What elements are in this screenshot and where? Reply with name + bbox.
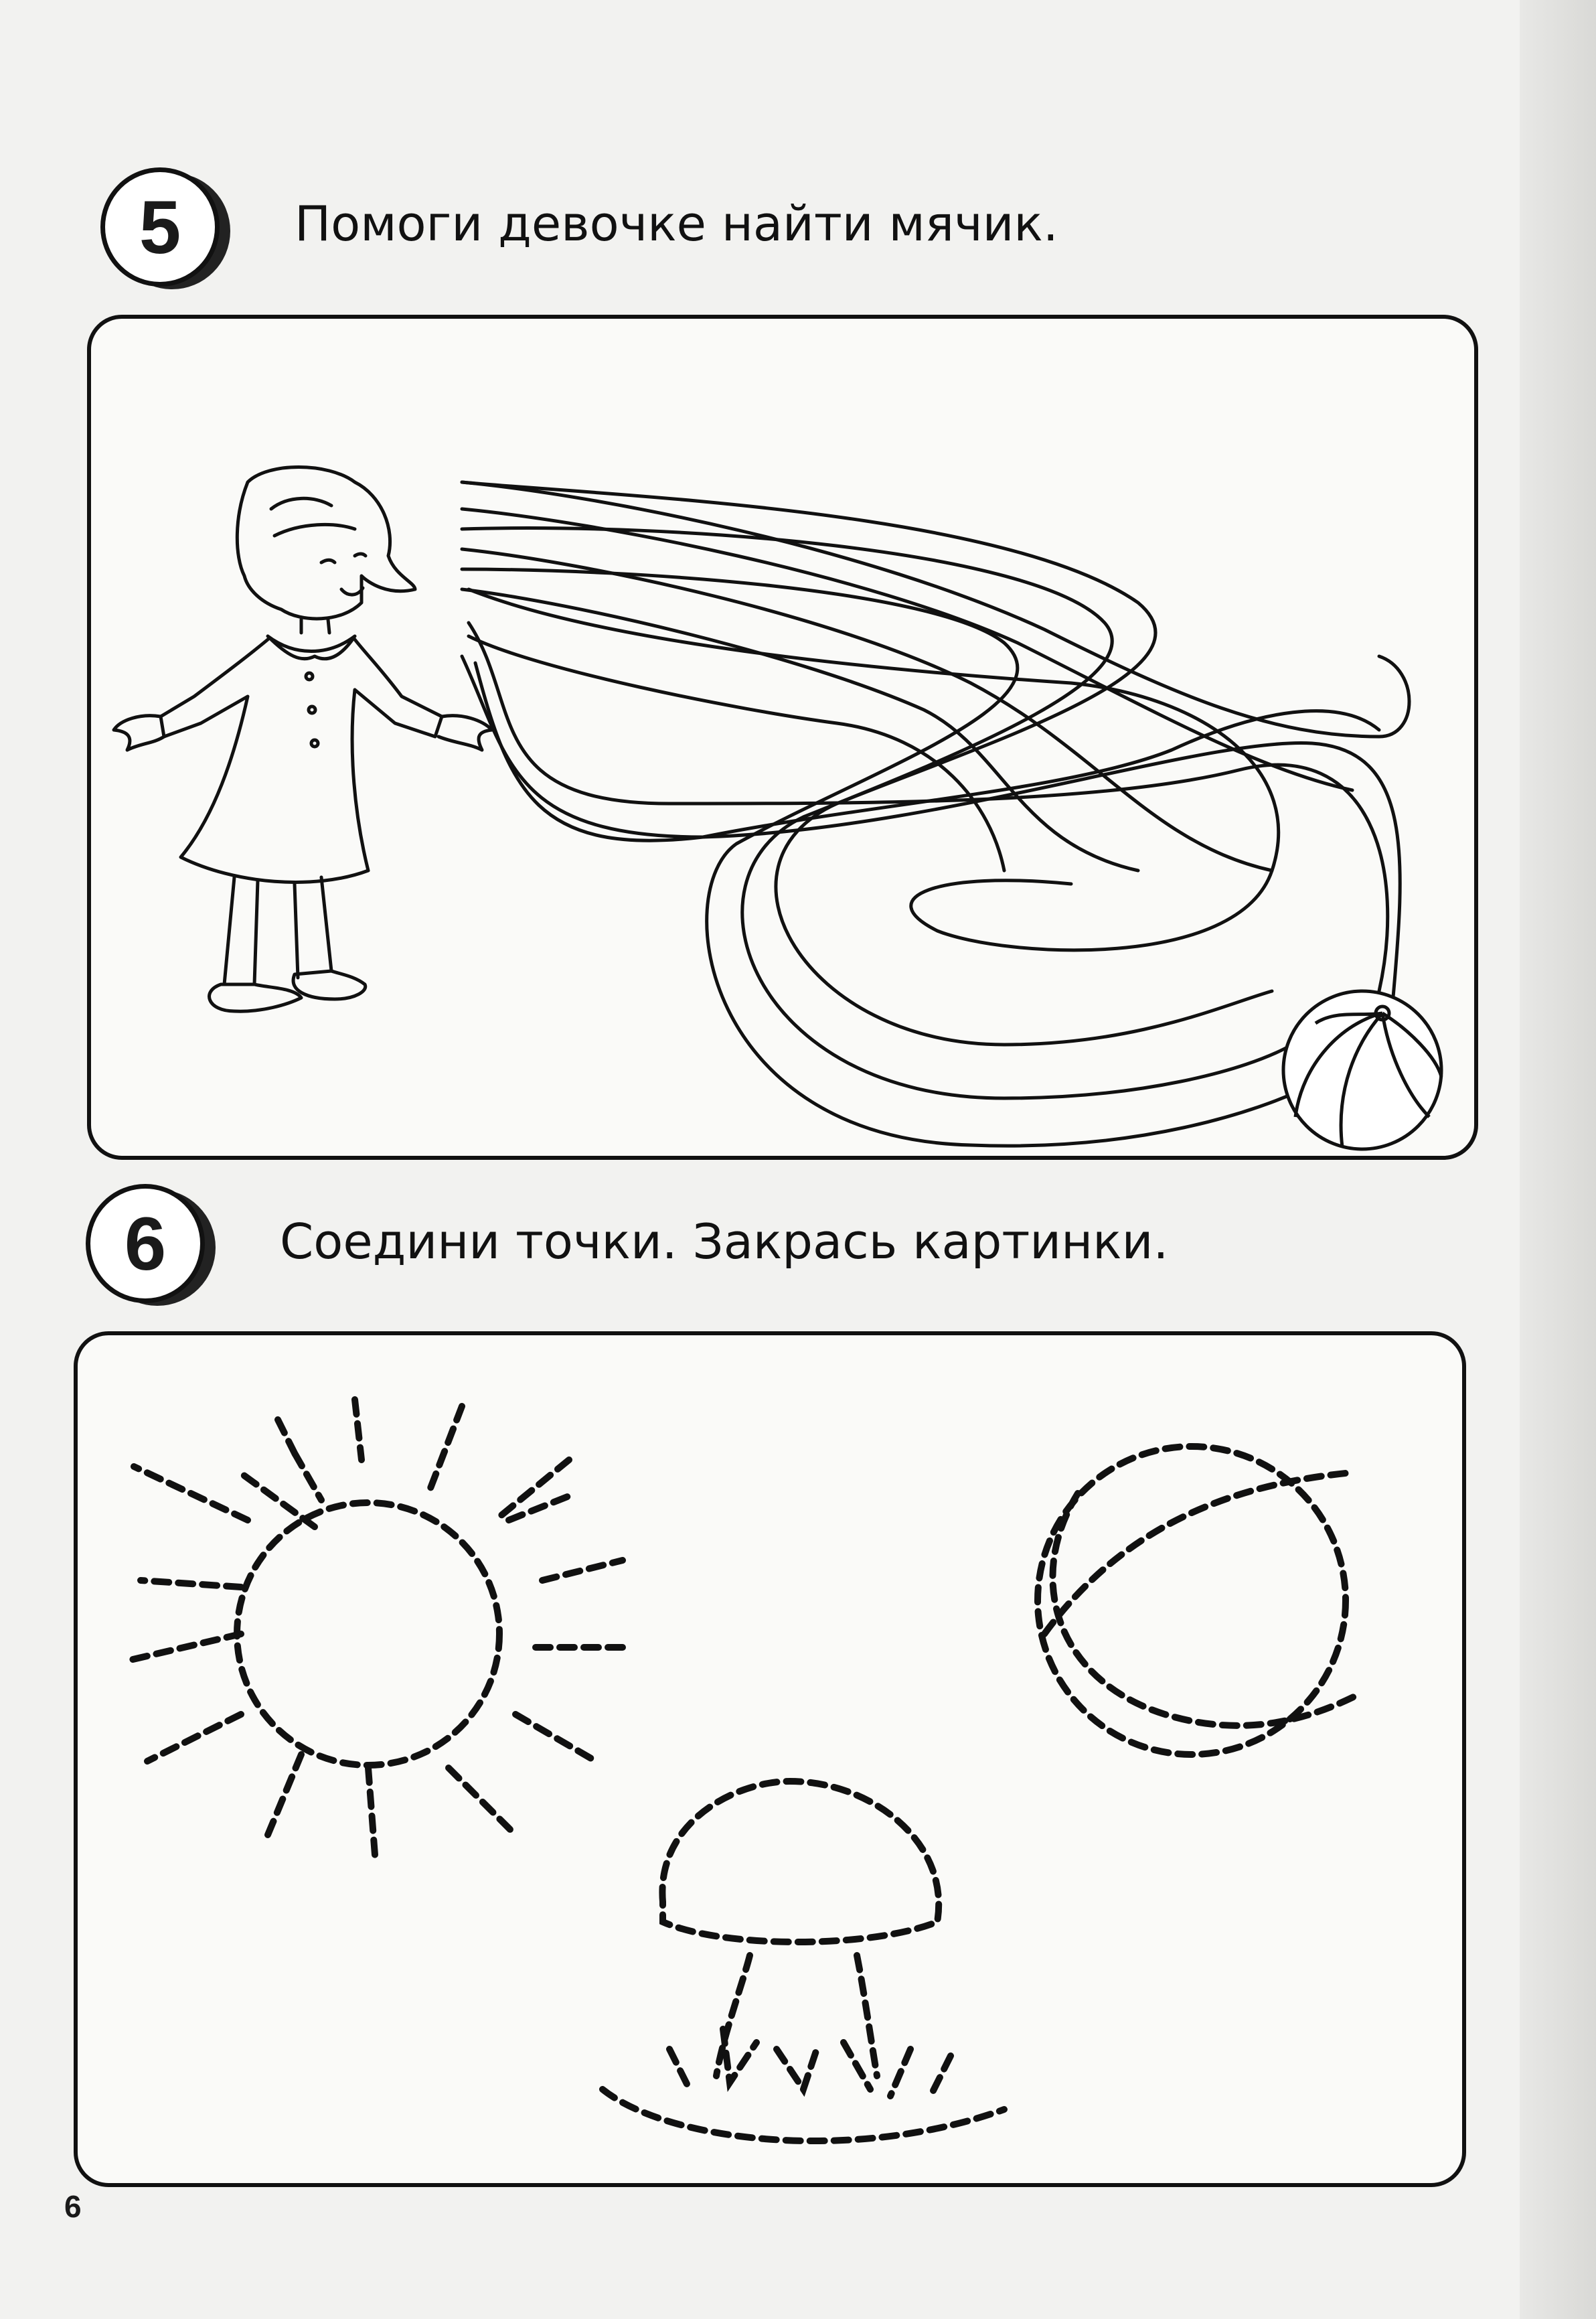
ball-icon xyxy=(1275,983,1449,1157)
task-6-number-badge xyxy=(86,1184,205,1303)
task-5-number: 5 xyxy=(139,185,181,269)
task-6-instruction: Соедини точки. Закрась картинки. xyxy=(280,1213,1169,1270)
page-number: 6 xyxy=(64,2189,82,2224)
dotted-mushroom-drawing xyxy=(589,1768,1058,2170)
task-6-number: 6 xyxy=(124,1201,167,1286)
dotted-ball-drawing xyxy=(998,1413,1399,1815)
task-5-instruction: Помоги девочке найти мячик. xyxy=(295,196,1058,252)
